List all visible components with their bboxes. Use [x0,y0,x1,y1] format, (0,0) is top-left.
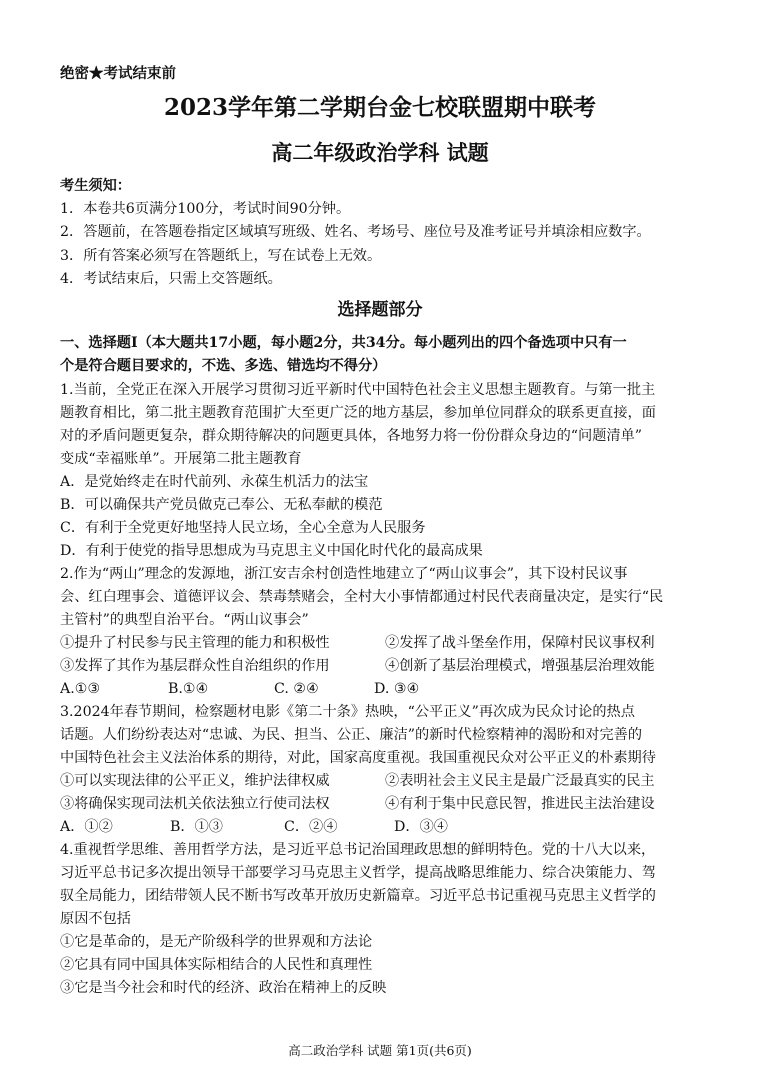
question-4-statement: ①它是革命的，是无产阶级科学的世界观和方法论 [60,934,373,950]
question-4-stem: 驭全局能力，团结带领人民不断书写改革开放历史新篇章。习近平总书记重视马克思主义哲学的 [60,888,656,904]
option-b: B．①③ [170,819,223,835]
notice-heading: 考生须知： [60,178,131,194]
question-1-option-a: A．是党始终走在时代前列、永葆生机活力的法宝 [60,474,369,490]
statement-2: ②发挥了战斗堡垒作用，保障村民议事权利 [385,635,655,651]
question-3-statements [60,794,710,814]
statement-2: ②表明社会主义民主是最广泛最真实的民主 [385,773,655,789]
question-4-statement: ③它是当今社会和时代的经济、政治在精神上的反映 [60,980,387,996]
option-d: D. ③④ [374,681,420,697]
question-1-stem: 对的矛盾问题更复杂，群众期待解决的问题更具体，各地努力将一份份群众身边的“问题清单” [60,428,643,444]
question-2-statements [60,633,710,653]
notice-item: 2．答题前，在答题卷指定区域填写班级、姓名、考场号、座位号及准考证号并填涂相应数字。 [60,224,651,240]
question-3-stem: 中国特色社会主义法治体系的期待，对此，国家高度重视。我国重视民众对公平正义的朴素期待 [60,750,656,766]
question-2-stem: 会、红白理事会、道德评议会、禁毒禁赌会，全村大小事情都通过村民代表商量决定，是实行“民 [60,589,664,605]
part-heading: 一、选择题Ⅰ（本大题共17小题，每小题2分，共34分。每小题列出的四个备选项中只有一 [60,335,627,351]
question-3-stem: 话题。人们纷纷表达对“忠诚、为民、担当、公正、廉洁”的新时代检察精神的渴盼和对完善的 [60,727,643,743]
confidential-label: 绝密★考试结束前 [60,65,176,82]
option-a: A.①③ [60,681,101,697]
question-3-stem: 3.2024年春节期间，检察题材电影《第二十条》热映，“公平正义”再次成为民众讨论的热点 [60,704,635,720]
notice-item: 4．考试结束后，只需上交答题纸。 [60,271,282,287]
question-2-stem: 2.作为“两山”理念的发源地，浙江安吉余村创造性地建立了“两山议事会”，其下设村民议事 [60,566,628,582]
option-b: B.①④ [168,681,209,697]
statement-4: ④有利于集中民意民智，推进民主法治建设 [385,796,655,812]
part-heading: 个是符合题目要求的，不选、多选、错选均不得分） [60,358,387,374]
page-footer: 高二政治学科 试题 第1页(共6页) [288,1043,472,1058]
question-2-statements [60,656,710,676]
question-1-option-b: B．可以确保共产党员做克己奉公、无私奉献的模范 [60,497,383,513]
notice-item: 1．本卷共6页满分100分，考试时间90分钟。 [60,201,351,217]
question-4-statement: ②它具有同中国具体实际相结合的人民性和真理性 [60,957,373,973]
question-2-stem: 主管村”的典型自治平台。“两山议事会” [60,612,309,628]
question-1-stem: 题教育相比，第二批主题教育范围扩大至更广泛的地方基层，参加单位同群众的联系更直接，面 [60,405,656,421]
question-1-stem: 1.当前，全党正在深入开展学习贯彻习近平新时代中国特色社会主义思想主题教育。与第一批主 [60,382,656,398]
statement-3: ③将确保实现司法机关依法独立行使司法权 [60,796,330,812]
option-c: C．②④ [284,819,338,835]
question-2-options [60,679,710,699]
option-d: D．③④ [394,819,448,835]
question-4-stem: 4.重视哲学思维、善用哲学方法，是习近平总书记治国理政思想的鲜明特色。党的十八大以来， [60,842,656,858]
question-3-statements [60,771,710,791]
notice-item: 3．所有答案必须写在答题纸上，写在试卷上无效。 [60,248,382,264]
statement-3: ③发挥了其作为基层群众性自治组织的作用 [60,658,330,674]
option-a: A．①② [60,819,113,835]
statement-4: ④创新了基层治理模式，增强基层治理效能 [385,658,655,674]
section-title: 选择题部分 [337,300,423,320]
exam-title: 2023学年第二学期台金七校联盟期中联考 [163,94,596,121]
statement-1: ①可以实现法律的公平正义，维护法律权威 [60,773,330,789]
question-3-options [60,817,710,837]
question-4-stem: 原因不包括 [60,911,131,927]
question-1-option-d: D．有利于使党的指导思想成为马克思主义中国化时代化的最高成果 [60,543,483,559]
question-1-stem: 变成“幸福账单”。开展第二批主题教育 [60,451,302,467]
question-4-stem: 习近平总书记多次提出领导干部要学习马克思主义哲学，提高战略思维能力、综合决策能力、驾 [60,865,656,881]
exam-subtitle: 高二年级政治学科 试题 [271,140,489,165]
statement-1: ①提升了村民参与民主管理的能力和积极性 [60,635,330,651]
question-1-option-c: C．有利于全党更好地坚持人民立场，全心全意为人民服务 [60,520,426,536]
option-c: C. ②④ [274,681,319,697]
